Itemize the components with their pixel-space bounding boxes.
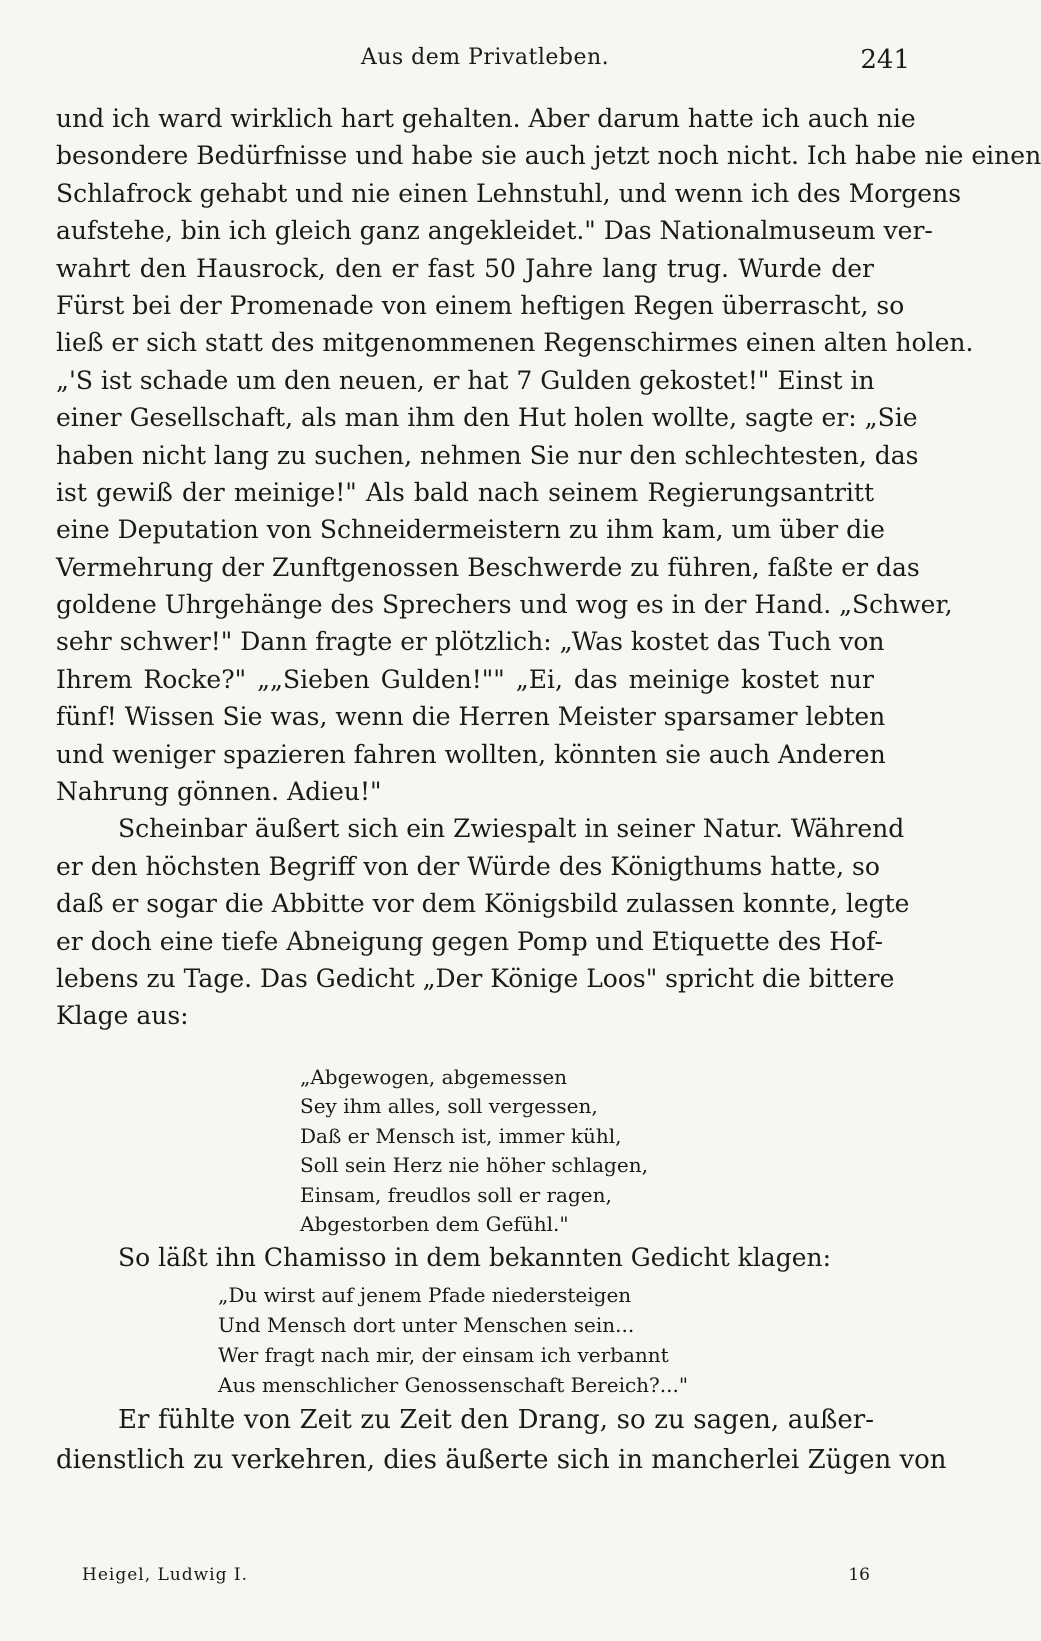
text-line: eine Deputation von Schneidermeistern zu ihm kam, um über die (56, 515, 885, 545)
paragraph-3 (56, 1400, 947, 1480)
text-line: sehr schwer!" Dann fragte er plötzlich: „Was kostet das Tuch von (56, 627, 885, 657)
text-line: Klage aus: (56, 1001, 189, 1031)
signature-mark: Heigel, Ludwig I. (82, 1565, 249, 1585)
text-line: Fürst bei der Promenade von einem heftigen Regen überrascht, so (56, 290, 905, 320)
text-line: und ich ward wirklich hart gehalten. Aber darum hatte ich auch nie (56, 104, 916, 133)
text-line: „'S ist schade um den neuen, er hat 7 Gulden gekostet!" Einst in (56, 365, 875, 395)
verse-line: Und Mensch dort unter Menschen sein... (218, 1313, 635, 1337)
page-number: 241 (860, 45, 910, 75)
verse-line: Wer fragt nach mir, der einsam ich verbannt (218, 1343, 669, 1367)
text-line: lebens zu Tage. Das Gedicht „Der Könige Loos" spricht die bittere (56, 963, 895, 993)
text-line: goldene Uhrgehänge des Sprechers und wog es in der Hand. „Schwer, (56, 590, 953, 620)
text-line: besondere Bedürfnisse und habe sie auch jetzt noch nicht. Ich habe nie einen (56, 141, 1041, 171)
page-footer (82, 1565, 870, 1595)
verse-block-1 (300, 1063, 648, 1239)
intro-line-block (118, 1239, 831, 1276)
sheet-number: 16 (848, 1565, 870, 1585)
text-line: dienstlich zu verkehren, dies äußerte sich in mancherlei Zügen von (56, 1445, 947, 1475)
text-line: Er fühlte von Zeit zu Zeit den Drang, so zu sagen, außer- (118, 1405, 874, 1435)
text-line: wahrt den Hausrock, den er fast 50 Jahre lang trug. Wurde der (56, 253, 874, 283)
verse-line: Sey ihm alles, soll vergessen, (300, 1094, 598, 1119)
page-header (60, 45, 910, 85)
text-line: aufstehe, bin ich gleich ganz angekleidet." Das Nationalmuseum ver- (56, 216, 933, 246)
text-line: Nahrung gönnen. Adieu!" (56, 777, 382, 807)
text-line: Vermehrung der Zunftgenossen Beschwerde zu führen, faßte er das (56, 552, 920, 582)
text-line: Schlafrock gehabt und nie einen Lehnstuhl, und wenn ich des Morgens (56, 178, 962, 208)
verse-line: Abgestorben dem Gefühl." (300, 1211, 569, 1236)
paragraph-2 (56, 810, 910, 1034)
text-line: fünf! Wissen Sie was, wenn die Herren Meister sparsamer lebten (56, 702, 886, 732)
text-line: er doch eine tiefe Abneigung gegen Pomp und Etiquette des Hof- (56, 926, 883, 956)
text-line: haben nicht lang zu suchen, nehmen Sie nur den schlechtesten, das (56, 440, 919, 470)
verse-line: Soll sein Herz nie höher schlagen, (300, 1153, 648, 1178)
verse-line: Einsam, freudlos soll er ragen, (300, 1182, 612, 1207)
text-line: ist gewiß der meinige!" Als bald nach seinem Regierungsantritt (56, 477, 874, 507)
text-line: ließ er sich statt des mitgenommenen Regenschirmes einen alten holen. (56, 328, 974, 358)
running-head: Aus dem Privatleben. (360, 45, 610, 70)
verse-block-2 (218, 1280, 688, 1400)
verse-line: „Abgewogen, abgemessen (300, 1065, 568, 1089)
text-line: Scheinbar äußert sich ein Zwiespalt in seiner Natur. Während (118, 814, 905, 844)
verse-line: „Du wirst auf jenem Pfade niedersteigen (218, 1283, 632, 1307)
intro-line: So läßt ihn Chamisso in dem bekannten Gedicht klagen: (118, 1243, 832, 1272)
page-body (56, 100, 1041, 1035)
text-line: einer Gesellschaft, als man ihm den Hut holen wollte, sagte er: „Sie (56, 403, 918, 433)
text-line: daß er sogar die Abbitte vor dem Königsbild zulassen konnte, legte (56, 889, 910, 919)
text-line: er den höchsten Begriff von der Würde des Königthums hatte, so (56, 851, 880, 881)
text-line: Ihrem Rocke?" „„Sieben Gulden!"" „Ei, das meinige kostet nur (56, 664, 874, 694)
paragraph-1 (56, 100, 1041, 810)
text-line: und weniger spazieren fahren wollten, könnten sie auch Anderen (56, 739, 886, 769)
verse-line: Daß er Mensch ist, immer kühl, (300, 1123, 622, 1148)
verse-line: Aus menschlicher Genossenschaft Bereich?..." (218, 1373, 689, 1397)
